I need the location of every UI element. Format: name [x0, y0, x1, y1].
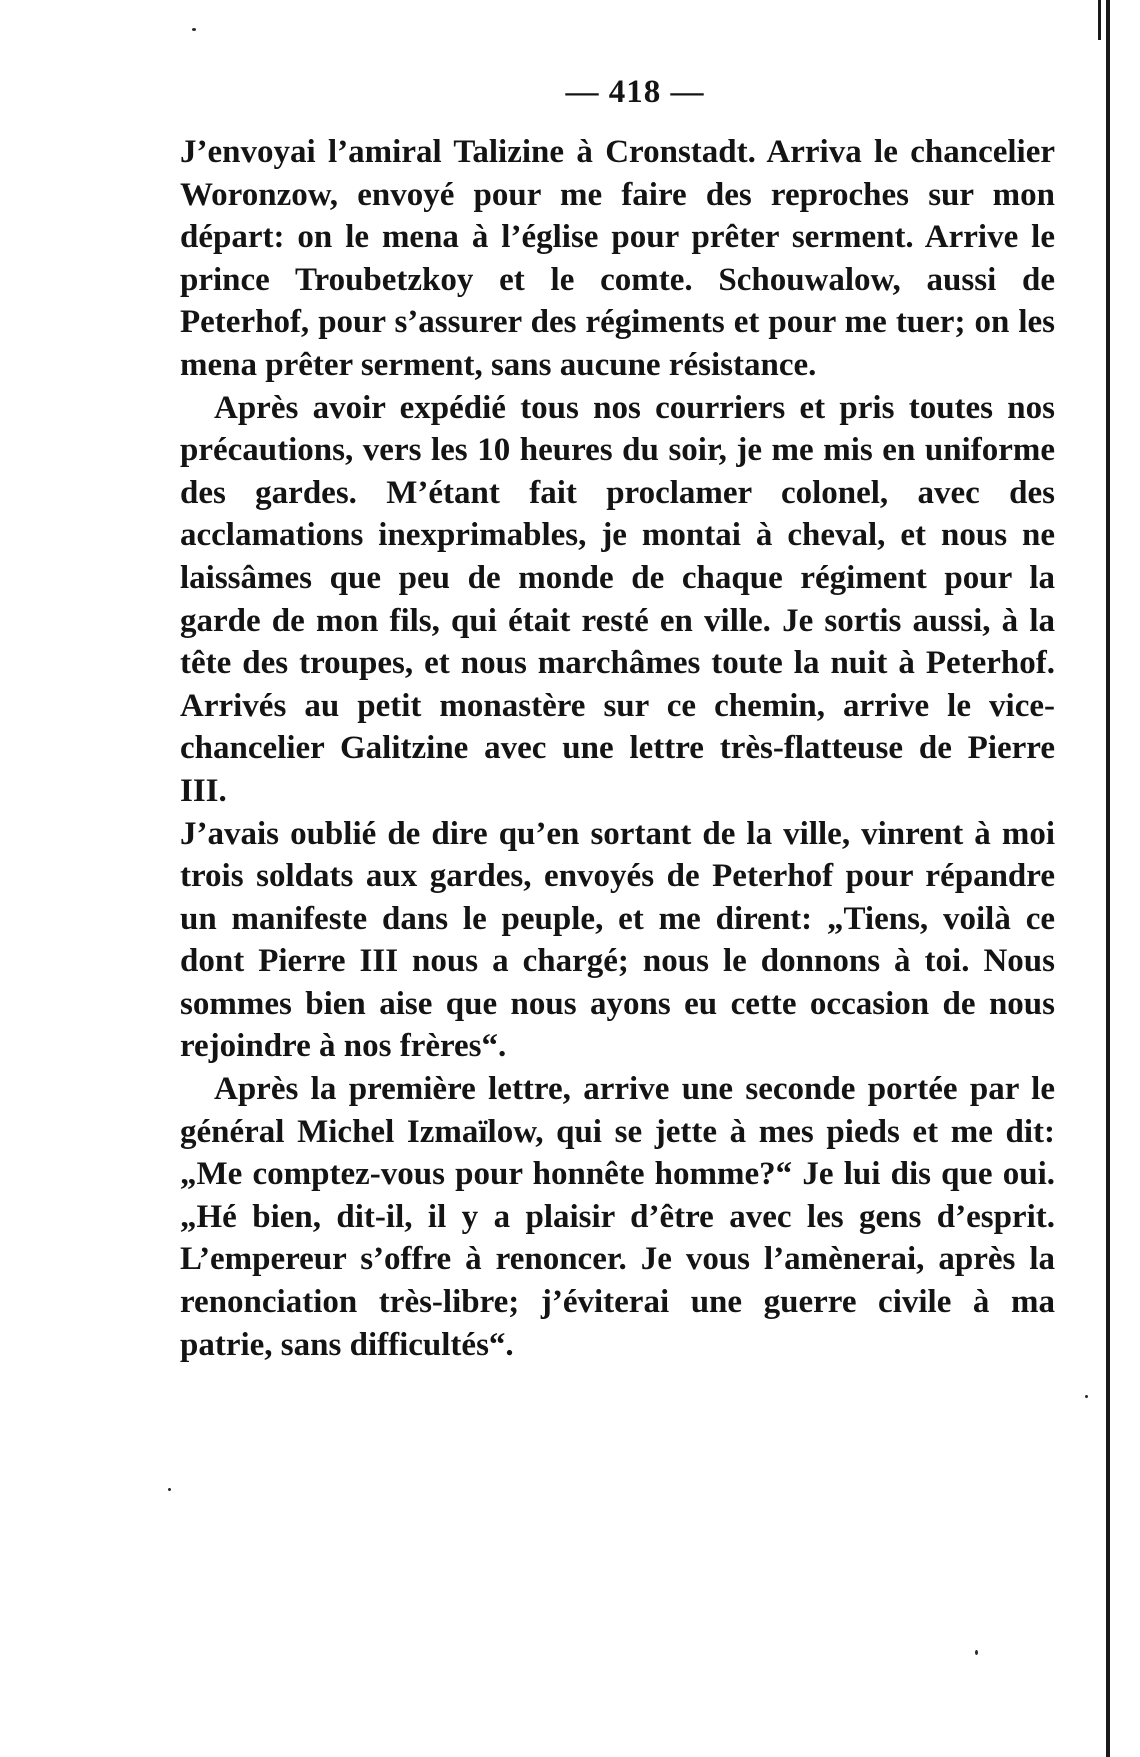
scan-speck [975, 1650, 978, 1655]
paragraph-2: Après avoir expédié tous nos courriers et pris toutes nos précautions, vers les 10 heures du soir, je me mis en uniforme des gardes. M’étant fait proclamer colonel, avec des acclamations inexprimables, je montai à cheval, et nous ne laissâmes que peu de monde de chaque régiment pour la garde de mon fils, qui était resté en ville. Je sortis aussi, à la tête des troupes, et nous marchâmes toute la nuit à Peterhof. Arrivés au petit monastère sur ce chemin, arrive le vice-chancelier Galitzine avec une lettre très-flatteuse de Pierre III. [180, 389, 1055, 809]
paragraph-3: J’avais oublié de dire qu’en sortant de la ville, vinrent à moi trois soldats aux gardes, envoyés de Peterhof pour répandre un manifeste dans le peuple, et me dirent: „Tiens, voilà ce dont Pierre III nous a chargé; nous le donnons à toi. Nous sommes bien aise que nous ayons eu cette occasion de nous rejoindre à nos frères“. [180, 815, 1055, 1065]
scan-speck [1085, 1395, 1088, 1398]
paragraph-4: Après la première lettre, arrive une seconde portée par le général Michel Izmaïlow, qui se jette à mes pieds et me dit: „Me comptez-vous pour honnête homme?“ Je lui dis que oui. „Hé bien, dit-il, il y a plaisir d’être avec les gens d’esprit. L’empereur s’offre à renoncer. Je vous l’amènerai, après la renonciation très-libre; j’éviterai une guerre civile à ma patrie, sans difficultés“. [180, 1071, 1055, 1363]
body-text [180, 131, 1055, 1366]
scan-speck [192, 28, 196, 31]
page-number: — 418 — [565, 74, 705, 110]
scan-binding-edge [1106, 0, 1110, 1757]
scan-edge-mark [1098, 0, 1101, 40]
scan-speck [168, 1488, 171, 1491]
paragraph-1: J’envoyai l’amiral Talizine à Cronstadt. Arriva le chancelier Woronzow, envoyé pour me faire des reproches sur mon départ: on le mena à l’église pour prêter serment. Arrive le prince Troubetzkoy et le comte. Schouwalow, aussi de Peterhof, pour s’assurer des régiments et pour me tuer; on les mena prêter serment, sans aucune résistance. [180, 134, 1055, 383]
